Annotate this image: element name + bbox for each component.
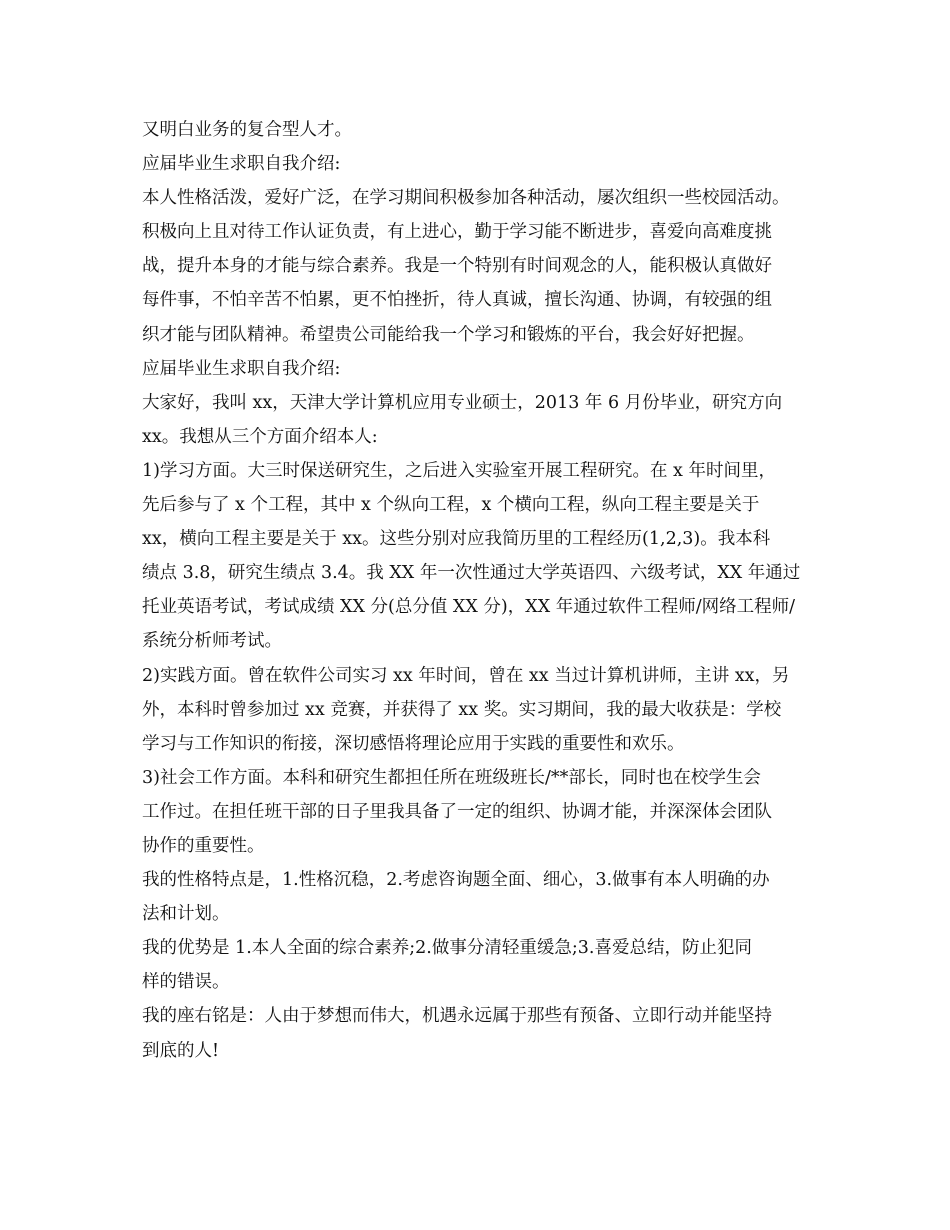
- text-line: 学习与工作知识的衔接，深切感悟将理论应用于实践的重要性和欢乐。: [142, 733, 685, 754]
- text-line: 我的性格特点是，1.性格沉稳，2.考虑咨询题全面、细心，3.做事有本人明确的办: [142, 870, 770, 891]
- section-heading: 应届毕业生求职自我介绍:: [142, 154, 341, 175]
- document-body: [142, 113, 832, 1068]
- text-line: 绩点 3.8，研究生绩点 3.4。我 XX 年一次性通过大学英语四、六级考试，XX 年通过: [142, 563, 801, 584]
- text-line: 本人性格活泼，爱好广泛，在学习期间积极参加各种活动，屡次组织一些校园活动。: [142, 188, 790, 209]
- text-line: 2)实践方面。曾在软件公司实习 xx 年时间，曾在 xx 当过计算机讲师，主讲 xx，另: [142, 665, 790, 686]
- text-line: 我的座右铭是：人由于梦想而伟大，机遇永远属于那些有预备、立即行动并能坚持: [142, 1006, 772, 1027]
- text-line: 大家好，我叫 xx，天津大学计算机应用专业硕士，2013 年 6 月份毕业，研究方向: [142, 392, 783, 413]
- text-line: 1)学习方面。大三时保送研究生，之后进入实验室开展工程研究。在 x 年时间里，: [142, 460, 776, 481]
- text-line: 每件事，不怕辛苦不怕累，更不怕挫折，待人真诚，擅长沟通、协调，有较强的组: [142, 290, 772, 311]
- text-line: 积极向上且对待工作认证负责，有上进心，勤于学习能不断进步，喜爱向高难度挑: [142, 222, 772, 243]
- text-line: 又明白业务的复合型人才。: [142, 120, 352, 140]
- text-line: 到底的人!: [142, 1040, 220, 1061]
- text-line: 战，提升本身的才能与综合素养。我是一个特别有时间观念的人，能积极认真做好: [142, 256, 772, 277]
- text-line: 先后参与了 x 个工程，其中 x 个纵向工程，x 个横向工程，纵向工程主要是关于: [142, 495, 760, 516]
- text-line: 织才能与团队精神。希望贵公司能给我一个学习和锻炼的平台，我会好好把握。: [142, 324, 755, 345]
- text-line: 外，本科时曾参加过 xx 竞赛，并获得了 xx 奖。实习期间，我的最大收获是：学校: [142, 699, 782, 720]
- text-line: 协作的重要性。: [142, 835, 265, 856]
- text-line: 样的错误。: [142, 972, 230, 993]
- text-line: 系统分析师考试。: [142, 631, 282, 652]
- section-heading: 应届毕业生求职自我介绍:: [142, 358, 341, 379]
- text-line: 工作过。在担任班干部的日子里我具备了一定的组织、协调才能，并深深体会团队: [142, 801, 772, 822]
- text-line: xx。我想从三个方面介绍本人:: [142, 426, 378, 447]
- text-line: 法和计划。: [142, 904, 230, 925]
- text-line: 我的优势是 1.本人全面的综合素养;2.做事分清轻重缓急;3.喜爱总结，防止犯同: [142, 938, 752, 959]
- text-line: 3)社会工作方面。本科和研究生都担任所在班级班长/**部长，同时也在校学生会: [142, 767, 761, 788]
- text-line: xx，横向工程主要是关于 xx。这些分别对应我简历里的工程经历(1,2,3)。我本科: [142, 529, 771, 550]
- text-line: 托业英语考试，考试成绩 XX 分(总分值 XX 分)，XX 年通过软件工程师/网络工程师/: [142, 597, 796, 618]
